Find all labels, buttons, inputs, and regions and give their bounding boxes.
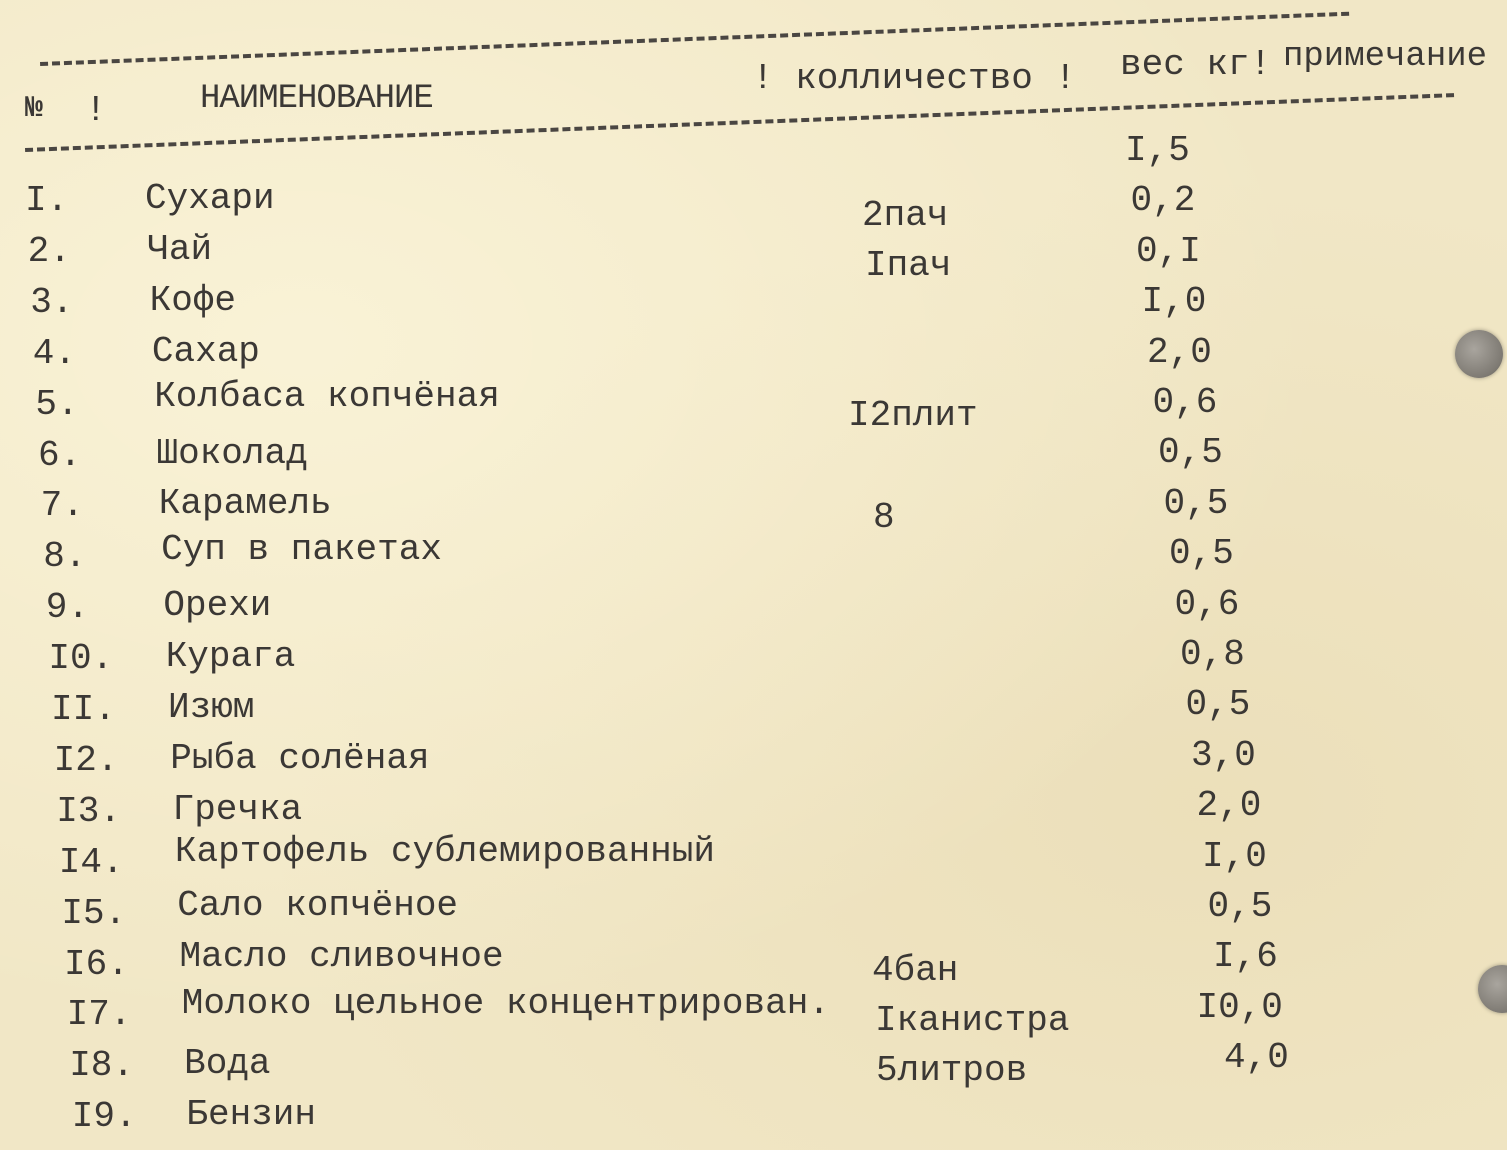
row-weight: 4,0	[1224, 1037, 1289, 1079]
row-weight: 3,0	[1191, 734, 1256, 776]
row-quantity: Iканистра	[875, 1000, 1070, 1041]
row-item-name: Сало копчёное	[177, 885, 459, 927]
row-item-name: Карамель	[158, 483, 332, 525]
row-number: 3.	[30, 281, 74, 323]
header-separator: !	[85, 90, 107, 131]
row-weight: 0,5	[1185, 684, 1251, 726]
row-number: 4.	[32, 332, 77, 374]
row-quantity: 4бан	[872, 950, 959, 991]
row-weight: 2,0	[1147, 331, 1212, 373]
row-item-name: Чай	[147, 228, 213, 270]
row-number: I6.	[64, 943, 129, 985]
row-item-name: Сахар	[151, 330, 260, 372]
row-weight: 0,5	[1158, 432, 1223, 474]
row-item-name: Бензин	[186, 1094, 317, 1136]
row-item-name: Молоко цельное концентрирован.	[181, 982, 830, 1024]
row-number: 5.	[35, 383, 79, 425]
row-item-name: Вода	[184, 1043, 271, 1085]
row-item-name: Орехи	[163, 585, 272, 627]
row-quantity: 2пач	[862, 195, 949, 236]
row-weight: 0,6	[1152, 382, 1218, 423]
row-quantity: 8	[873, 497, 895, 538]
punch-hole-lower	[1478, 965, 1507, 1013]
row-weight: I,0	[1202, 835, 1267, 877]
row-weight: 0,8	[1180, 634, 1245, 675]
row-item-name: Сухари	[145, 178, 275, 219]
row-quantity: I2плит	[848, 395, 978, 436]
row-item-name: Суп в пакетах	[161, 529, 442, 571]
row-item-name: Шоколад	[156, 432, 308, 474]
row-number: 2.	[27, 230, 71, 272]
row-weight: I,0	[1141, 281, 1207, 323]
row-number: 7.	[40, 485, 84, 527]
row-weight: 0,5	[1207, 886, 1273, 927]
row-item-name: Курага	[165, 636, 296, 678]
row-quantity: Iпач	[865, 245, 952, 286]
header-number: №	[25, 92, 44, 126]
header-weight: вес кг!	[1120, 44, 1272, 85]
row-number: I4.	[58, 841, 124, 883]
row-number: I3.	[56, 790, 121, 832]
header-note: примечание	[1283, 38, 1488, 76]
row-number: I9.	[71, 1096, 137, 1138]
header-quantity: ! колличество !	[752, 58, 1077, 99]
row-weight: 0,5	[1163, 482, 1229, 524]
row-number: 6.	[38, 434, 82, 476]
row-number: II.	[51, 689, 116, 730]
punch-hole-upper	[1455, 330, 1503, 378]
row-weight: I,6	[1213, 936, 1278, 978]
row-item-name: Изюм	[168, 687, 255, 728]
row-number: I8.	[69, 1045, 134, 1087]
row-number: I2.	[53, 739, 119, 781]
row-item-name: Рыба солёная	[170, 737, 430, 779]
row-number: I0.	[48, 638, 114, 680]
row-item-name: Колбаса копчёная	[154, 375, 500, 417]
row-weight: 2,0	[1196, 785, 1262, 827]
row-quantity: 5литров	[876, 1050, 1028, 1091]
row-item-name: Масло сливочное	[179, 935, 504, 977]
row-item-name: Картофель сублемированный	[174, 831, 715, 873]
row-weight: I,5	[1125, 130, 1190, 171]
row-weight: 0,6	[1174, 583, 1240, 625]
row-item-name: Кофе	[149, 279, 237, 321]
header-name: НАИМЕНОВАНИЕ	[200, 80, 433, 118]
row-weight: 0,I	[1136, 230, 1201, 272]
row-weight: 0,2	[1130, 180, 1196, 222]
row-item-name: Гречка	[172, 788, 303, 830]
row-number: I.	[25, 180, 69, 221]
row-number: 9.	[45, 587, 90, 629]
row-number: 8.	[43, 536, 87, 578]
row-weight: I0,0	[1196, 986, 1283, 1028]
row-number: I5.	[61, 892, 127, 934]
row-weight: 0,5	[1169, 533, 1234, 575]
row-number: I7.	[66, 994, 132, 1036]
